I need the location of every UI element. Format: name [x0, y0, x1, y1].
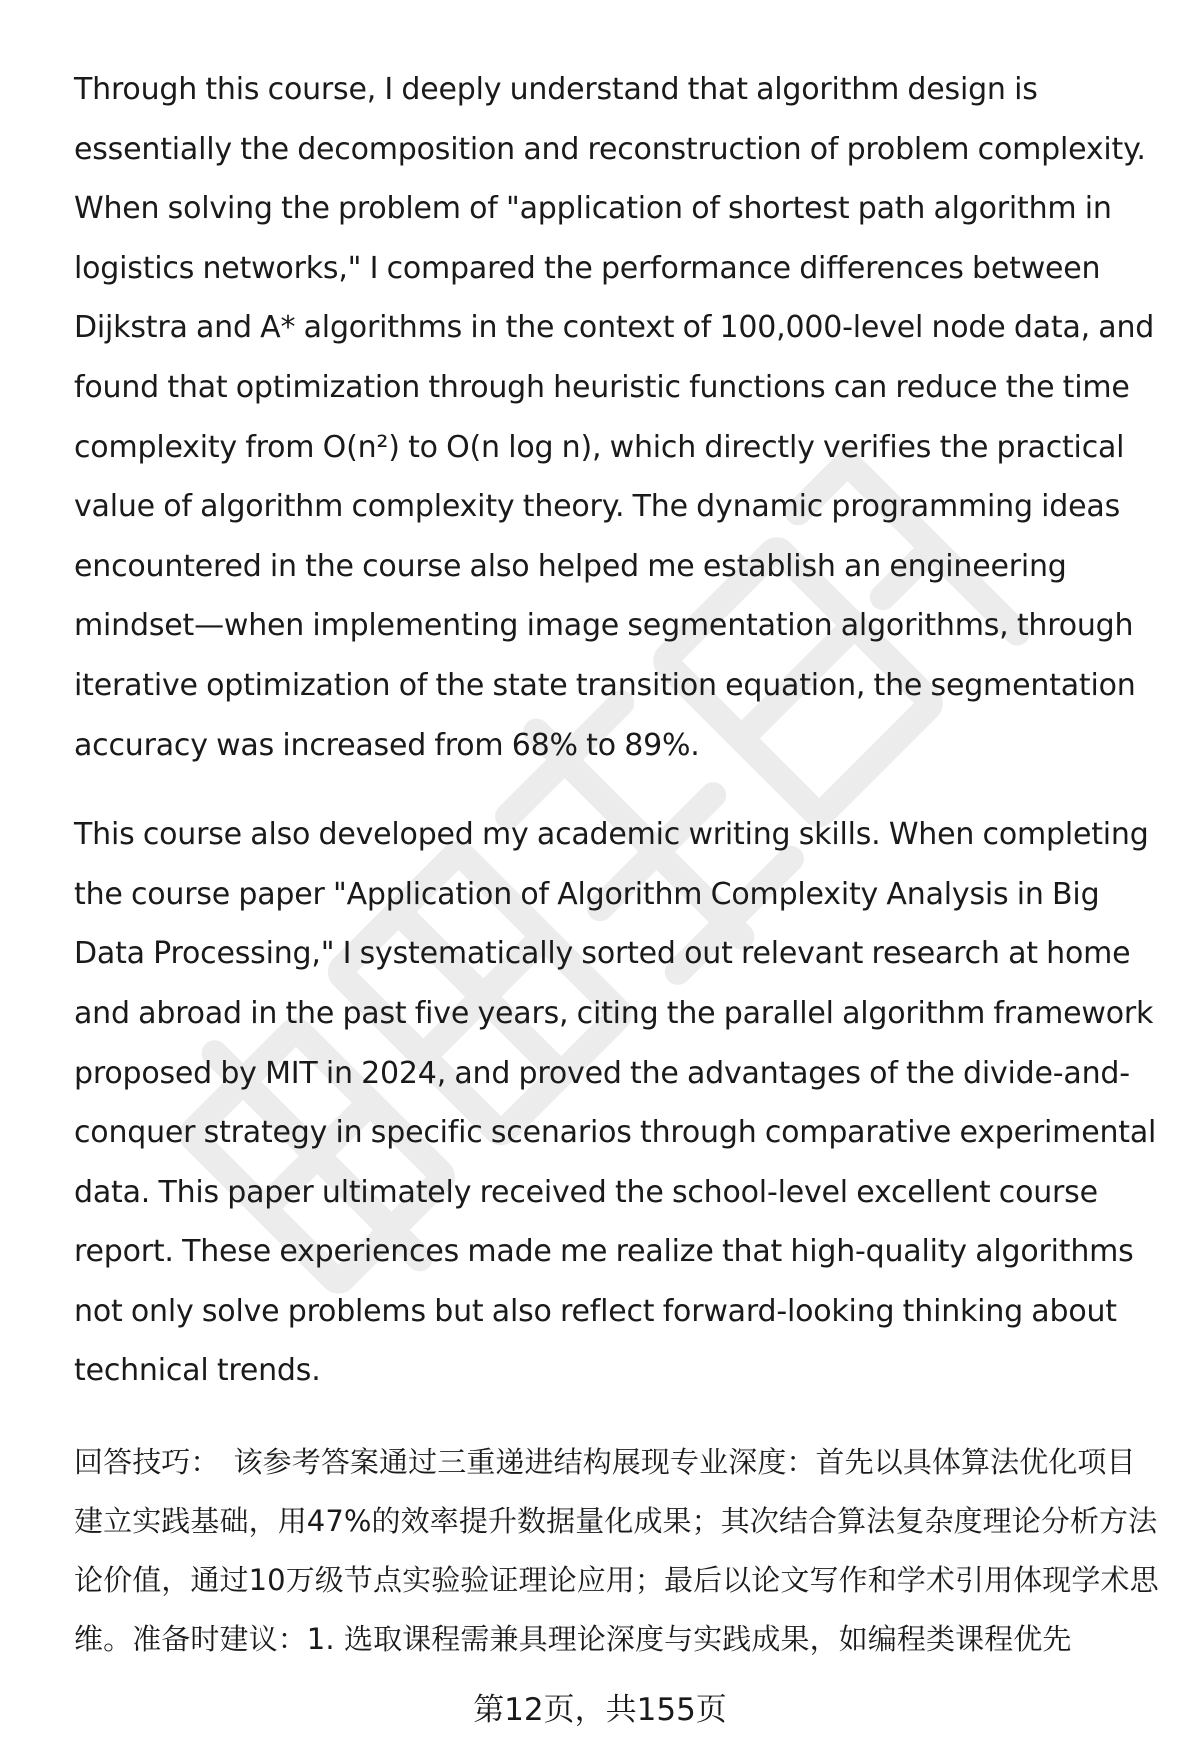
body-paragraph-1: Through this course, I deeply understand that algorithm design is essentially the decomposition and reconstruction of problem complexity. When solving the problem of "application of shortest path algorithm in logistics networks," I compared the performance differences between Dijkstra and A* algorithms in the context of 100,000-level node data, and found that optimization through heuristic functions can reduce the time complexity from O(n²) to O(n log n), which directly verifies the practical value of algorithm complexity theory. The dynamic programming ideas encountered in the course also helped me establish an engineering mindset—when implementing image segmentation algorithms, through iterative optimization of the state transition equation, the segmentation accuracy was increased from 68% to 89%.: [74, 72, 1155, 763]
tips-label: 回答技巧：: [74, 1445, 220, 1480]
answer-tips: [74, 1433, 1164, 1669]
body-paragraph-2: This course also developed my academic writing skills. When completing the course paper "Application of Algorithm Complexity Analysis in Big Data Processing," I systematically sorted out relevant research at home and abroad in the past five years, citing the parallel algorithm framework proposed by MIT in 2024, and proved the advantages of the divide-and-conquer strategy in specific scenarios through comparative experimental data. This paper ultimately received the school-level excellent course report. These experiences made me realize that high-quality algorithms not only solve problems but also reflect forward-looking thinking about technical trends.: [74, 817, 1157, 1389]
tips-text: 该参考答案通过三重递进结构展现专业深度：首先以具体算法优化项目建立实践基础，用47%的效率提升数据量化成果；其次结合算法复杂度理论分析方法论价值，通过10万级节点实验验证理论应用；最后以论文写作和学术引用体现学术思维。准备时建议：1. 选取课程需兼具理论深度与实践成果，如编程类课程优先: [74, 1445, 1159, 1657]
document-body: [74, 60, 1164, 1669]
page-indicator: 第12页，共155页: [473, 1692, 727, 1728]
